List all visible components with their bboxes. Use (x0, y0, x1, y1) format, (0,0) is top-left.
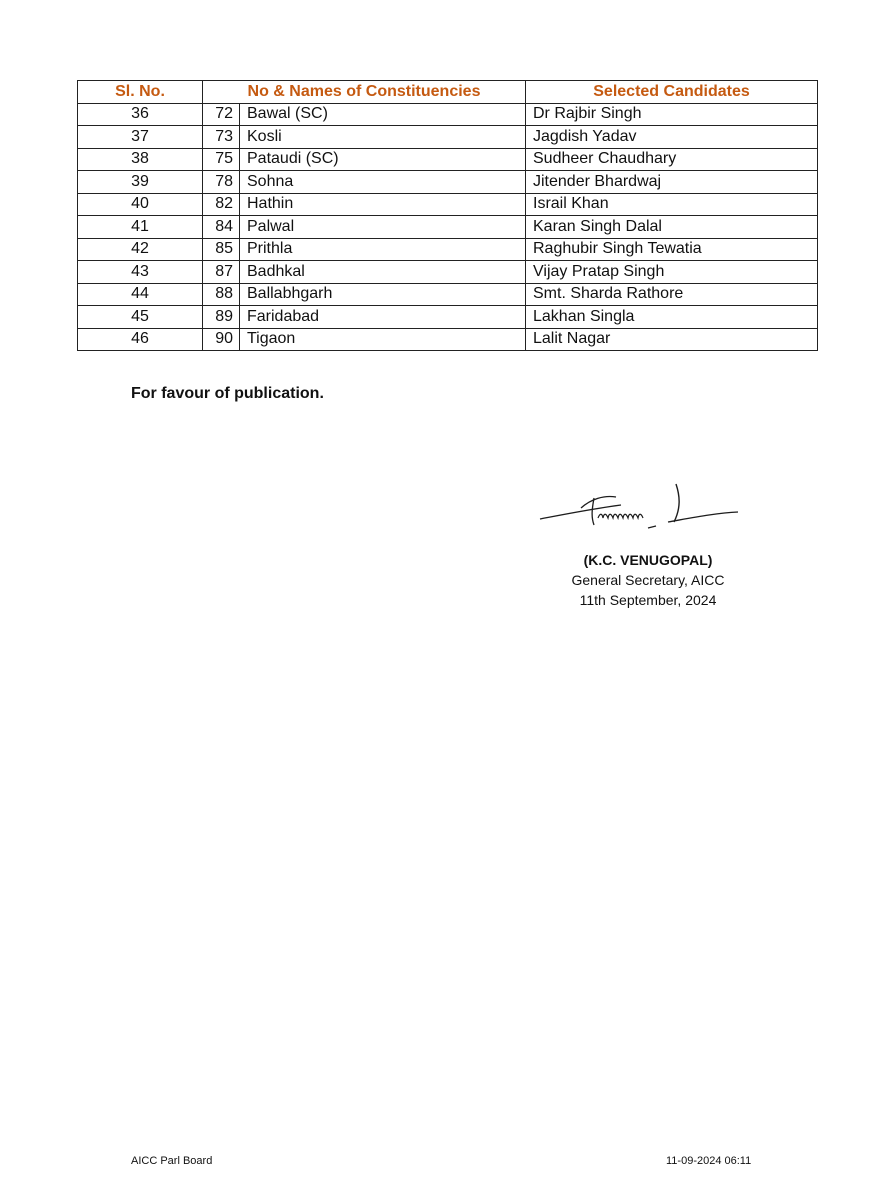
constituency-name-cell: Ballabhgarh (240, 283, 526, 306)
table-row (78, 126, 818, 149)
constituency-name-cell: Tigaon (240, 328, 526, 351)
candidates-table (77, 80, 818, 351)
constituency-number-cell: 88 (203, 283, 240, 306)
candidate-name-cell: Karan Singh Dalal (526, 216, 818, 239)
constituency-number-cell: 75 (203, 148, 240, 171)
constituency-name-cell: Palwal (240, 216, 526, 239)
table-body (78, 103, 818, 351)
table-header-row (78, 81, 818, 104)
signature-block (540, 550, 756, 610)
candidate-name-cell: Vijay Pratap Singh (526, 261, 818, 284)
constituency-number-cell: 72 (203, 103, 240, 126)
constituency-name-cell: Prithla (240, 238, 526, 261)
table-row (78, 171, 818, 194)
signature-date: 11th September, 2024 (579, 592, 717, 608)
constituency-name-cell: Pataudi (SC) (240, 148, 526, 171)
constituency-name-cell: Sohna (240, 171, 526, 194)
footer-left-label: AICC Parl Board (131, 1155, 213, 1167)
candidate-name-cell: Dr Rajbir Singh (526, 103, 818, 126)
sl-no-cell: 37 (78, 126, 203, 149)
table-row (78, 328, 818, 351)
constituency-number-cell: 85 (203, 238, 240, 261)
sl-no-cell: 42 (78, 238, 203, 261)
candidate-name-cell: Smt. Sharda Rathore (526, 283, 818, 306)
signatory-name: (K.C. VENUGOPAL) (583, 552, 713, 568)
constituency-number-cell: 89 (203, 306, 240, 329)
sl-no-cell: 43 (78, 261, 203, 284)
footer-timestamp: 11-09-2024 06:11 (666, 1155, 752, 1167)
table-row (78, 216, 818, 239)
table-row (78, 306, 818, 329)
candidate-name-cell: Jagdish Yadav (526, 126, 818, 149)
table-row (78, 148, 818, 171)
sl-no-cell: 41 (78, 216, 203, 239)
candidate-name-cell: Raghubir Singh Tewatia (526, 238, 818, 261)
candidate-name-cell: Israil Khan (526, 193, 818, 216)
table-row (78, 103, 818, 126)
candidate-name-cell: Lalit Nagar (526, 328, 818, 351)
constituency-number-cell: 84 (203, 216, 240, 239)
publication-note: For favour of publication. (131, 385, 324, 402)
table-row (78, 238, 818, 261)
constituency-number-cell: 73 (203, 126, 240, 149)
header-constituencies: No & Names of Constituencies (203, 81, 526, 104)
constituency-name-cell: Faridabad (240, 306, 526, 329)
signatory-designation: General Secretary, AICC (571, 572, 725, 588)
sl-no-cell: 38 (78, 148, 203, 171)
constituency-number-cell: 82 (203, 193, 240, 216)
constituency-number-cell: 78 (203, 171, 240, 194)
table-row (78, 283, 818, 306)
constituency-name-cell: Kosli (240, 126, 526, 149)
table-row (78, 261, 818, 284)
sl-no-cell: 40 (78, 193, 203, 216)
signature (536, 482, 742, 530)
sl-no-cell: 46 (78, 328, 203, 351)
sl-no-cell: 39 (78, 171, 203, 194)
sl-no-cell: 36 (78, 103, 203, 126)
header-sl-no: Sl. No. (78, 81, 203, 104)
constituency-number-cell: 87 (203, 261, 240, 284)
candidate-name-cell: Sudheer Chaudhary (526, 148, 818, 171)
sl-no-cell: 44 (78, 283, 203, 306)
candidate-name-cell: Jitender Bhardwaj (526, 171, 818, 194)
constituency-name-cell: Hathin (240, 193, 526, 216)
constituency-name-cell: Bawal (SC) (240, 103, 526, 126)
candidate-name-cell: Lakhan Singla (526, 306, 818, 329)
table-row (78, 193, 818, 216)
sl-no-cell: 45 (78, 306, 203, 329)
header-candidates: Selected Candidates (526, 81, 818, 104)
constituency-name-cell: Badhkal (240, 261, 526, 284)
constituency-number-cell: 90 (203, 328, 240, 351)
